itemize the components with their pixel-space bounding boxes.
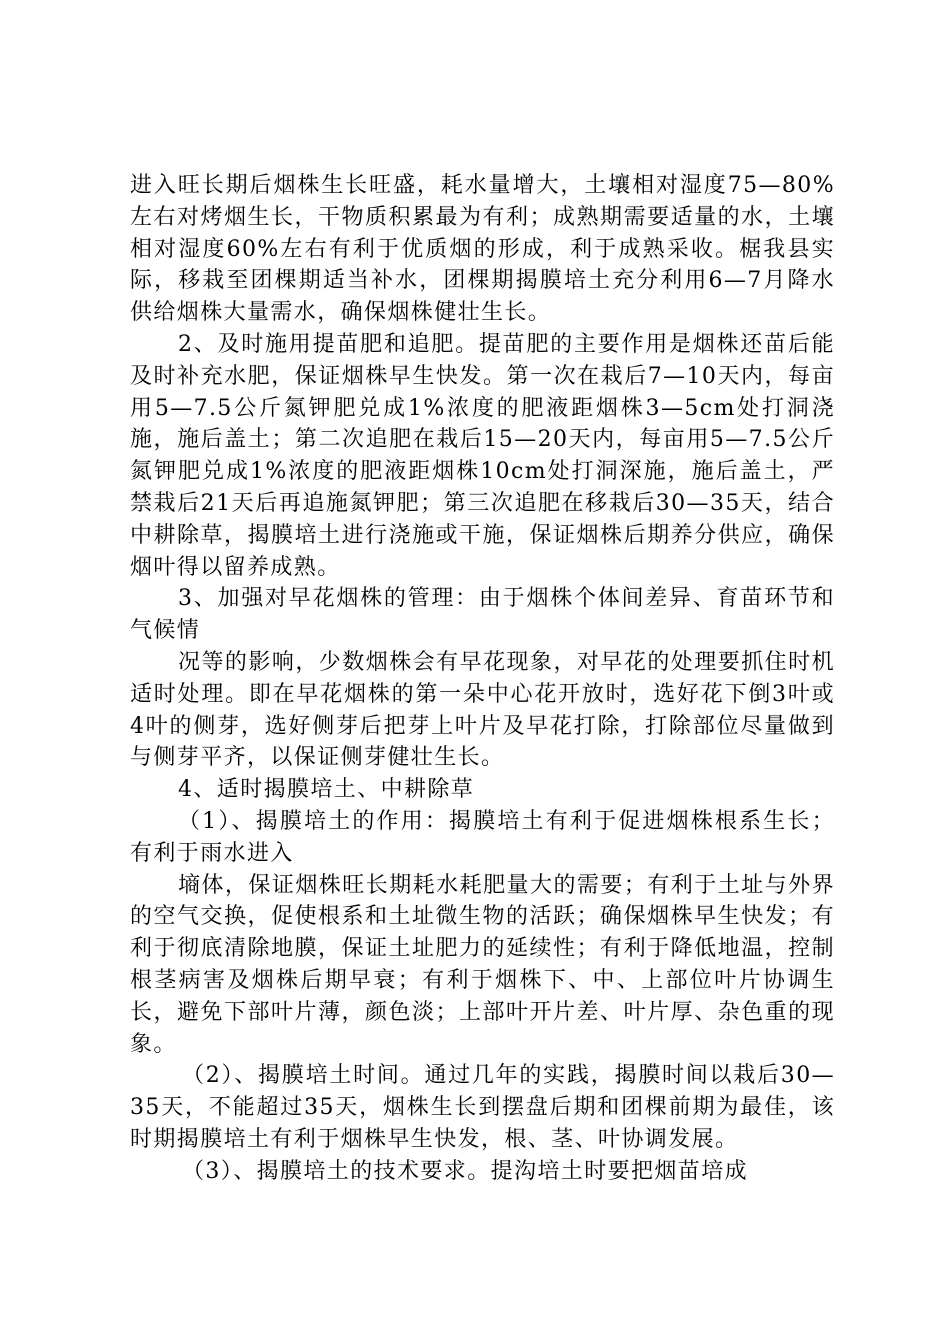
paragraph-mulch-removal-benefits: 墒体，保证烟株旺长期耗水耗肥量大的需要；有利于土址与外界的空气交换，促使根系和土址微生物的活跃；确保烟株早生快发；有利于彻底清除地膜，保证土址肥力的延续性；有利于降低地温，控制根茎病害及烟株后期早衰；有利于烟株下、中、上部位叶片协调生长，避免下部叶片薄，颜色淡；上部叶开片差、叶片厚、杂色重的现象。 (130, 872, 835, 1057)
paragraph-mulch-removal-requirements: （3）、揭膜培土的技术要求。提沟培土时要把烟苗培成 (182, 1158, 748, 1184)
paragraph-section-4-heading: 4、适时揭膜培土、中耕除草 (178, 777, 475, 803)
paragraph-early-flower-heading: 3、加强对早花烟株的管理：由于烟株个体间差异、育苗环节和气候情 (130, 586, 835, 644)
paragraph-mulch-removal-timing: （2）、揭膜培土时间。通过几年的实践，揭膜时间以栽后30—35天，不能超过35天，烟株生长到摆盘后期和团棵前期为最佳，该时期揭膜培土有利于烟株早生快发，根、茎、叶协调发展。 (130, 1063, 835, 1152)
paragraph-mulch-removal-role: （1）、揭膜培土的作用：揭膜培土有利于促进烟株根系生长；有利于雨水进入 (130, 808, 835, 866)
paragraph-water-management: 进入旺长期后烟株生长旺盛，耗水量增大，土壤相对湿度75—80%左右对烤烟生长，干物质积累最为有利；成熟期需要适量的水，土壤相对湿度60%左右有利于优质烟的形成，利于成熟采收。椐我县实际，移栽至团棵期适当补水，团棵期揭膜培土充分利用6—7月降水供给烟株大量需水，确保烟株健壮生长。 (130, 173, 835, 326)
paragraph-topdressing: 2、及时施用提苗肥和追肥。提苗肥的主要作用是烟株还苗后能及时补充水肥，保证烟株早生快发。第一次在栽后7—10天内，每亩用5—7.5公斤氮钾肥兑成1%浓度的肥液距烟株3—5cm处打洞浇施，施后盖土；第二次追肥在栽后15—20天内，每亩用5—7.5公斤氮钾肥兑成1%浓度的肥液距烟株10cm处打洞深施，施后盖土，严禁栽后21天后再追施氮钾肥；第三次追肥在移栽后30—35天，结合中耕除草，揭膜培土进行浇施或干施，保证烟株后期养分供应，确保烟叶得以留养成熟。 (130, 331, 835, 580)
paragraph-early-flower-body: 况等的影响，少数烟株会有早花现象，对早花的处理要抓住时机适时处理。即在早花烟株的第一朵中心花开放时，选好花下倒3叶或4叶的侧芽，选好侧芽后把芽上叶片及早花打除，打除部位尽量做到与侧芽平齐，以保证侧芽健壮生长。 (130, 649, 835, 771)
document-body (130, 170, 835, 1188)
